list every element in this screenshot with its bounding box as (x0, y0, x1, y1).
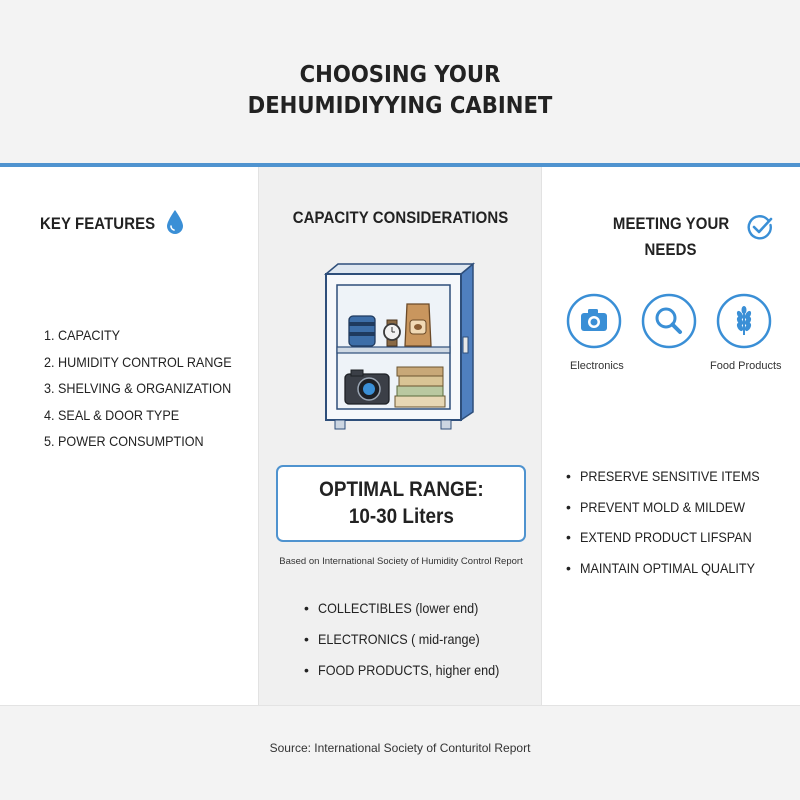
dehumidifying-cabinet-illustration (321, 262, 481, 432)
water-drop-icon (164, 207, 186, 237)
report-note: Based on International Society of Humidity Control Report (279, 556, 523, 567)
source-note: Source: International Society of Conturitol Report (269, 741, 531, 755)
list-item: 4. SEAL & DOOR TYPE (44, 406, 180, 423)
capacity-heading: CAPACITY CONSIDERATIONS (293, 208, 509, 227)
list-item: • ELECTRONICS ( mid-range) (304, 631, 480, 647)
food-products-label: Food Products (710, 360, 782, 372)
footer (0, 705, 800, 800)
list-item: 5. POWER CONSUMPTION (44, 433, 204, 449)
list-item: • MAINTAIN OPTIMAL QUALITY (566, 559, 756, 576)
optimal-range-box (276, 465, 526, 542)
page-title (32, 60, 768, 122)
electronics-label: Electronics (570, 360, 624, 372)
key-features-panel (0, 167, 258, 705)
list-item: 1. CAPACITY (44, 327, 121, 343)
magnifier-icon (641, 293, 697, 349)
list-item: • EXTEND PRODUCT LIFSPAN (566, 529, 752, 545)
check-circle-icon (746, 213, 774, 241)
list-item: • PREVENT MOLD & MILDEW (566, 498, 745, 515)
capacity-panel (258, 167, 542, 705)
title-line-2: DEHUMIDIYYING CABINET (247, 93, 553, 119)
key-features-heading: KEY FEATURES (40, 214, 156, 233)
capacity-list (304, 593, 520, 686)
list-item: 2. HUMIDITY CONTROL RANGE (44, 353, 232, 370)
key-features-list (44, 322, 252, 455)
list-item: • COLLECTIBLES (lower end) (304, 600, 479, 616)
optimal-range-value: 10-30 Liters (348, 505, 454, 528)
wheat-icon (716, 293, 772, 349)
list-item: • PRESERVE SENSITIVE ITEMS (566, 468, 760, 484)
list-item: • FOOD PRODUCTS, higher end) (304, 662, 500, 678)
title-line-1: CHOOSING YOUR (299, 62, 501, 88)
camera-icon (566, 293, 622, 349)
header (0, 0, 800, 166)
list-item: 3. SHELVING & ORGANIZATION (44, 380, 232, 396)
needs-heading: MEETING YOUR NEEDS (612, 214, 730, 259)
optimal-range-label: OPTIMAL RANGE: (318, 478, 484, 501)
needs-panel (542, 167, 800, 705)
benefits-list (566, 461, 780, 583)
